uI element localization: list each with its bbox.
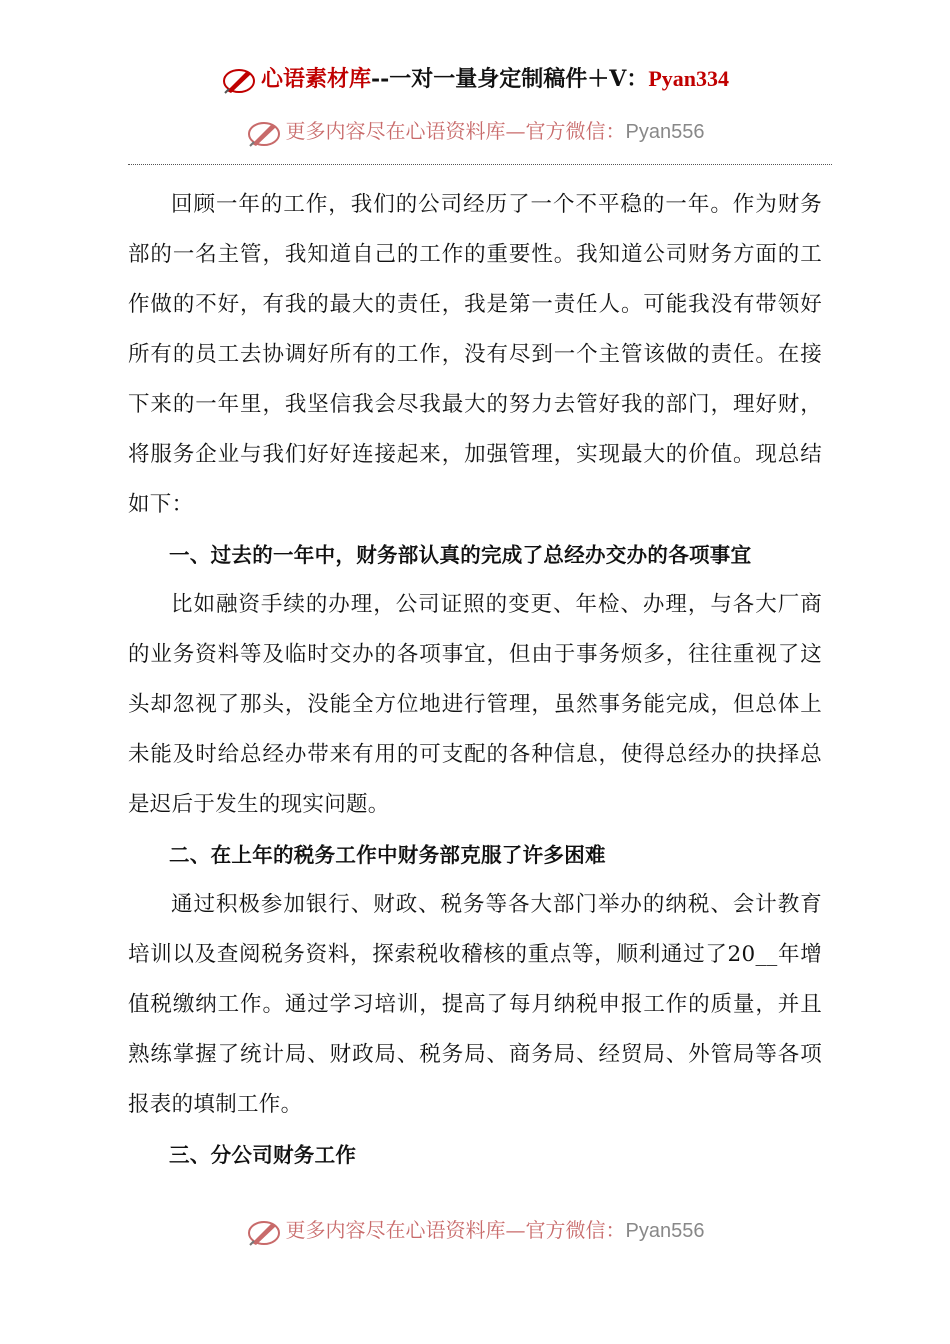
subline-text: 更多内容尽在心语资料库—官方微信：: [285, 119, 626, 143]
footer-watermark: [0, 1214, 950, 1247]
brand-name: 心语素材库: [260, 66, 371, 92]
header-slogan: --一对一量身定制稿件＋V：: [370, 66, 649, 92]
body-paragraph: 通过积极参加银行、财政、税务等各大部门举办的纳税、会计教育培训以及查阅税务资料，探索税收稽核的重点等，顺利通过了20__年增值税缴纳工作。通过学习培训，提高了每月纳税申报工作的质量，并且熟练掌握了统计局、财政局、税务局、商务局、经贸局、外管局等各项报表的填制工作。: [128, 892, 822, 1117]
pen-logo-icon: [221, 65, 259, 95]
header-title: [0, 62, 950, 95]
footer-contact: Pyan556: [625, 1220, 705, 1242]
section-heading: 一、过去的一年中，财务部认真的完成了总经办交办的各项事宜: [169, 543, 752, 567]
header-contact: Pyan334: [648, 66, 730, 91]
section-heading: 二、在上年的税务工作中财务部克服了许多困难: [169, 843, 606, 867]
pen-logo-icon: [246, 118, 284, 148]
body-paragraph: 回顾一年的工作，我们的公司经历了一个不平稳的一年。作为财务部的一名主管，我知道自己的工作的重要性。我知道公司财务方面的工作做的不好，有我的最大的责任，我是第一责任人。可能我没有带领好所有的员工去协调好所有的工作，没有尽到一个主管该做的责任。在接下来的一年里，我坚信我会尽我最大的努力去管好我的部门，理好财，将服务企业与我们好好连接起来，加强管理，实现最大的价值。现总结如下：: [128, 192, 822, 517]
pen-logo-icon: [246, 1217, 284, 1247]
document-body: [128, 180, 822, 1180]
footer-text: 更多内容尽在心语资料库—官方微信：: [285, 1218, 626, 1242]
body-paragraph: 比如融资手续的办理，公司证照的变更、年检、办理，与各大厂商的业务资料等及临时交办的各项事宜，但由于事务烦多，往往重视了这头却忽视了那头，没能全方位地进行管理，虽然事务能完成，但总体上未能及时给总经办带来有用的可支配的各种信息，使得总经办的抉择总是迟后于发生的现实问题。: [128, 592, 822, 817]
subline-contact: Pyan556: [625, 121, 705, 143]
section-heading: 三、分公司财务工作: [169, 1143, 357, 1167]
header-subline: [0, 115, 950, 148]
header-divider: [128, 164, 832, 165]
